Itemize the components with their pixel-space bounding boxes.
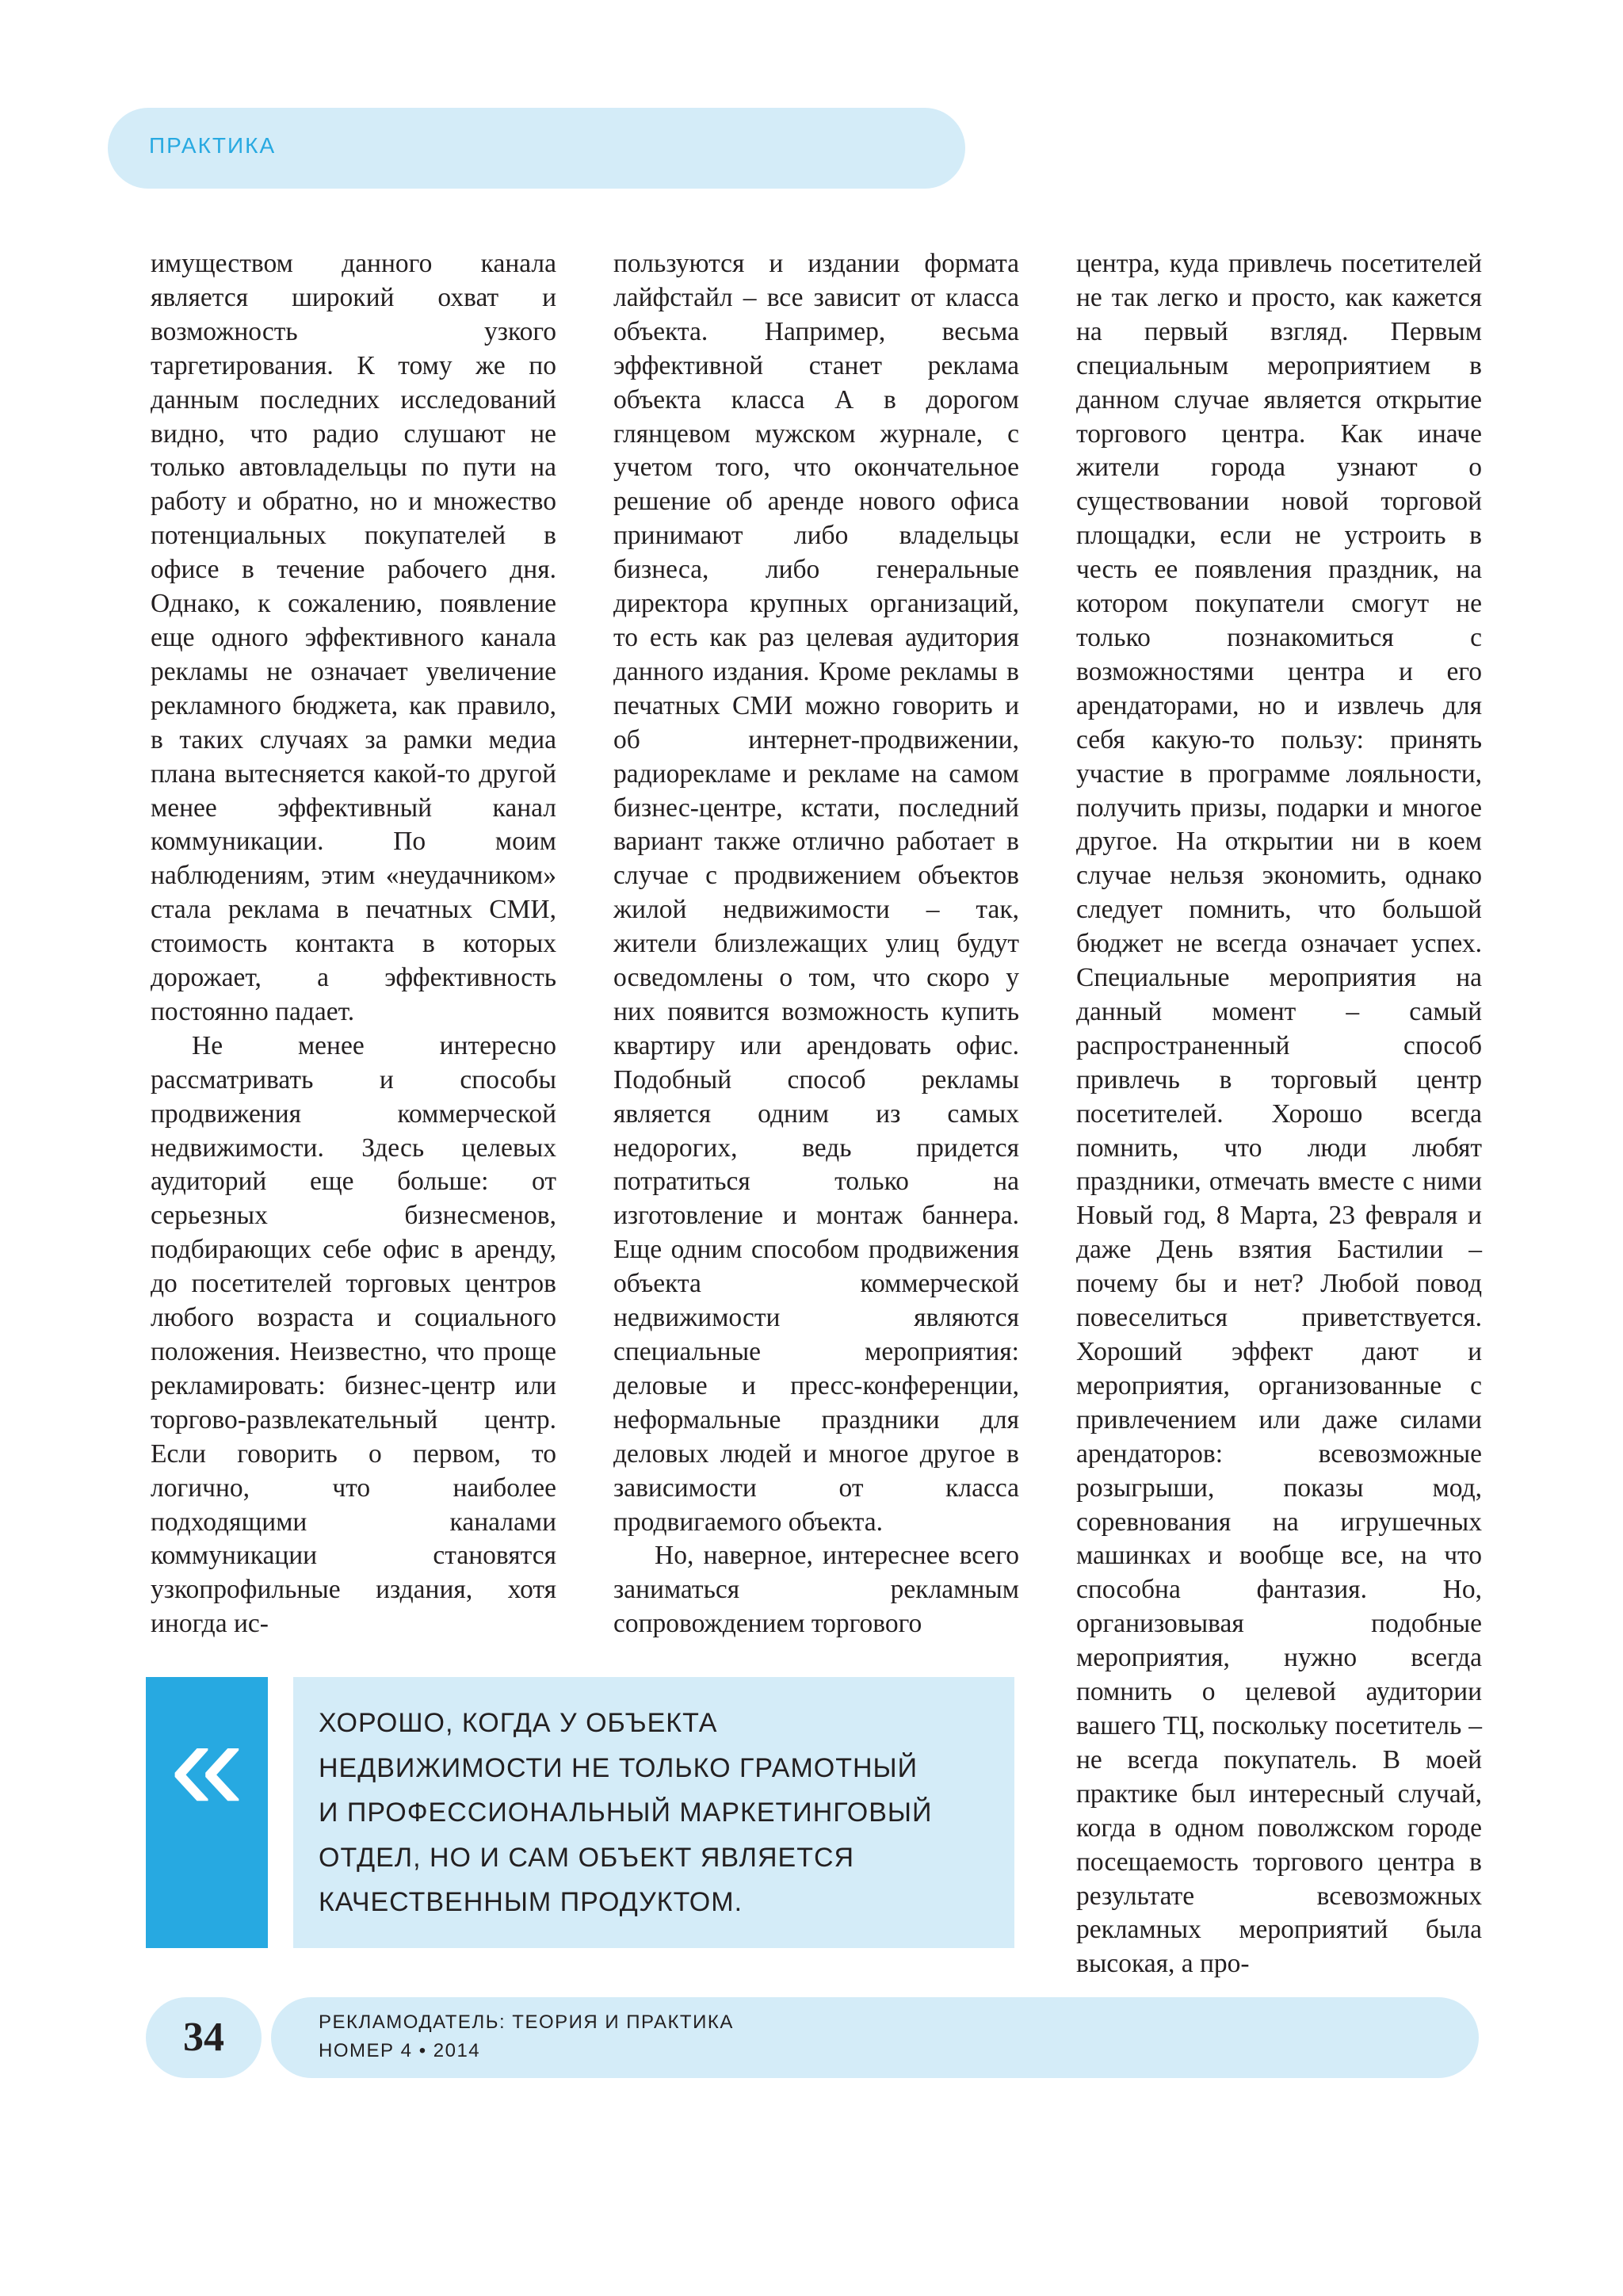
paragraph: пользуются и издании формата лайфстайл – все зависит от класса объекта. Например, весьма эффективной станет реклама объекта класса А в дорогом глянцевом мужском журнале, с учетом того, что окончательное решение об аренде нового офиса принимают либо владельцы бизнеса, либо генеральные директора крупных организаций, то есть как раз целевая аудитория данного издания. Кроме рекламы в печатных СМИ можно говорить и об интернет-продвижении, радиорекламе и рекламе на самом бизнес-центре, кстати, последний вариант также отлично работает в случае с продвижением объектов жилой недвижимости – так, жители близлежащих улиц будут осведомлены о том, что скоро у них появится возможность купить квартиру или арендовать офис. Подобный способ рекламы является одним из самых недорогих, ведь придется потратиться только на изготовление и монтаж баннера. Еще одним способом продвижения объекта коммерческой недвижимости являются специальные мероприятия: деловые и пресс-конференции, неформальные праздники для деловых людей и многое другое в зависимости от класса продвигаемого объекта. bbox=[613, 249, 1019, 1537]
issue-info: НОМЕР 4 • 2014 bbox=[319, 2040, 481, 2061]
pullquote-text bbox=[319, 1701, 1000, 1925]
journal-title: РЕКЛАМОДАТЕЛЬ: ТЕОРИЯ И ПРАКТИКА bbox=[319, 2011, 734, 2033]
pullquote-line: И ПРОФЕССИОНАЛЬНЫЙ МАРКЕТИНГОВЫЙ bbox=[319, 1797, 933, 1828]
text-column-2 bbox=[613, 247, 1019, 1641]
quote-mark-icon: « bbox=[169, 1689, 245, 1839]
paragraph: Не менее интересно рассматривать и способы продвижения коммерческой недвижимости. Здесь целевых аудиторий еще больше: от серьезных бизнесменов, подбирающих себе офис в аренду, до посетителей торговых центров любого возраста и социального положения. Неизвестно, что проще рекламировать: бизнес-центр или торгово-развлекательный центр. Если говорить о первом, то логично, что наиболее подходящими каналами коммуникации становятся узкопрофильные издания, хотя иногда ис- bbox=[151, 1030, 556, 1639]
page-number: 34 bbox=[183, 2015, 224, 2060]
paragraph: центра, куда привлечь посетителей не так легко и просто, как кажется на первый взгляд. Первым специальным мероприятием в данном случае является открытие торгового центра. Как иначе жители города узнают о существовании новой торговой площадки, если не устроить в честь ее появления праздник, на котором покупатели смогут не только познакомиться с возможностями центра и его арендаторами, но и извлечь для себя какую-то пользу: принять участие в программе лояльности, получить призы, подарки и многое другое. На открытии ни в коем случае нельзя экономить, однако следует помнить, что большой бюджет не всегда означает успех. Специальные мероприятия на данный момент – самый распространенный способ привлечь в торговый центр посетителей. Хорошо всегда помнить, что люди любят праздники, отмечать вместе с ними Новый год, 8 Марта, 23 февраля и даже День взятия Бастилии – почему бы и нет? Любой повод повеселиться приветствуется. Хороший эффект дают и мероприятия, организованные с привлечением или даже силами арендаторов: всевозможные розыгрыши, показы мод, соревнования на игрушечных машинках и вообще все, на что способна фантазия. Но, организовывая подобные мероприятия, нужно всегда помнить о целевой аудитории вашего ТЦ, поскольку посетитель – не всегда покупатель. В моей практике был интересный случай, когда в одном поволжском городе посещаемость торгового центра в результате всевозможных рекламных мероприятий была высокая, а про- bbox=[1076, 249, 1482, 1979]
footer-bar bbox=[271, 1997, 1479, 2078]
pullquote-line: ОТДЕЛ, НО И САМ ОБЪЕКТ ЯВЛЯЕТСЯ bbox=[319, 1842, 855, 1873]
text-column-3 bbox=[1076, 247, 1482, 1979]
pullquote-line: КАЧЕСТВЕННЫМ ПРОДУКТОМ. bbox=[319, 1887, 743, 1918]
pullquote-line: ХОРОШО, КОГДА У ОБЪЕКТА bbox=[319, 1708, 718, 1738]
section-label: ПРАКТИКА bbox=[149, 133, 277, 158]
text-column-1 bbox=[151, 247, 556, 1641]
paragraph: имуществом данного канала является широкий охват и возможность узкого таргетирования. К тому же по данным последних исследований видно, что радио слушают не только автовладельцы по пути на работу и обратно, но и множество потенциальных покупателей в офисе в течение рабочего дня. Однако, к сожалению, появление еще одного эффективного канала рекламы не означает увеличение рекламного бюджета, как правило, в таких случаях за рамки медиа плана вытесняется какой-то другой менее эффективный канал коммуникации. По моим наблюдениям, этим «неудачником» стала реклама в печатных СМИ, стоимость контакта в которых дорожает, а эффективность постоянно падает. bbox=[151, 249, 556, 1026]
paragraph: Но, наверное, интереснее всего заниматься рекламным сопровождением торгового bbox=[613, 1541, 1019, 1639]
pullquote-line: НЕДВИЖИМОСТИ НЕ ТОЛЬКО ГРАМОТНЫЙ bbox=[319, 1752, 918, 1783]
